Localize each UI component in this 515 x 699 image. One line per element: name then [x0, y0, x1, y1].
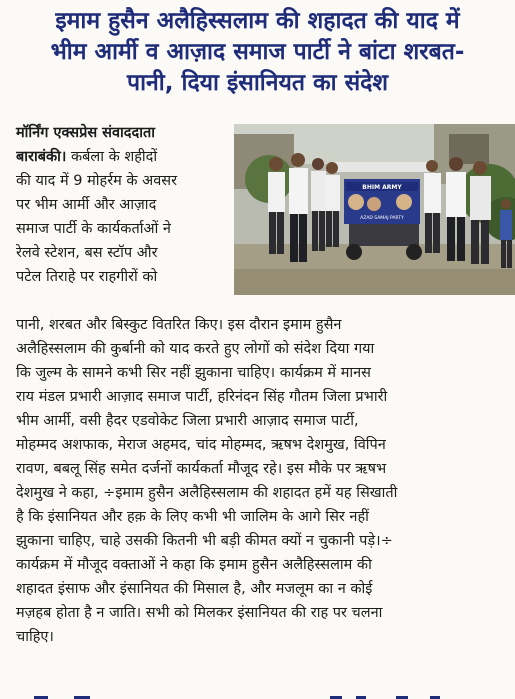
photo-scene — [234, 124, 515, 295]
banner-text-2: AZAD SAMAJ PARTY — [360, 216, 404, 221]
article-line: रेलवे स्टेशन, बस स्टॉप और — [16, 245, 158, 261]
article-line: पटेल तिराहे पर राहगीरों को — [16, 269, 158, 285]
news-photo — [234, 124, 515, 295]
article-line: समाज पार्टी के कार्यकर्ताओं ने — [16, 221, 171, 237]
byline: मॉर्निंग एक्सप्रेस संवाददाता — [16, 125, 155, 141]
article-line: है कि इंसानियत और हक़ के लिए कभी भी जालिम के आगे सिर नहीं — [16, 509, 369, 525]
article-line: शहादत इंसाफ और इंसानियत की मिसाल है, और मजलूम का न कोई — [16, 581, 373, 597]
article-line: की याद में 9 मोहर्रम के अवसर — [16, 173, 178, 189]
article-line: पानी, शरबत और बिस्कुट वितरित किए। इस दौरान इमाम हुसैन — [16, 317, 342, 333]
cutoff-glyphs — [0, 690, 515, 699]
headline — [0, 0, 515, 99]
article-line: बाराबंकी। कर्बला के शहीदों — [16, 149, 158, 165]
headline-line-1: इमाम हुसैन अलैहिस्सलाम की शहादत की याद में — [55, 8, 460, 34]
article-line: झुकाना चाहिए, चाहे उसकी कितनी भी बड़ी कीमत क्यों न चुकानी पड़े।÷ — [16, 533, 393, 549]
cart-canopy — [334, 162, 432, 172]
article-line: रावण, बबलू सिंह समेत दर्जनों कार्यकर्ता मौजूद रहे। इस मौके पर ऋषभ — [16, 461, 387, 477]
article-line: कार्यक्रम में मौजूद वक्ताओं ने कहा कि इमाम हुसैन अलैहिस्सलाम की — [16, 557, 372, 573]
article-line: अलैहिस्सलाम की कुर्बानी को याद करते हुए लोगों को संदेश दिया गया — [16, 341, 375, 357]
article-line: कि जुल्म के सामने कभी सिर नहीं झुकाना चाहिए। कार्यक्रम में मानस — [16, 365, 371, 381]
dateline: बाराबंकी। — [16, 149, 67, 165]
article-narrow-column — [16, 145, 230, 289]
headline-line-2: भीम आर्मी व आज़ाद समाज पार्टी ने बांटा शरबत- — [50, 39, 465, 65]
article-line: पर भीम आर्मी और आज़ाद — [16, 197, 157, 213]
article-line: चाहिए। — [16, 629, 54, 645]
banner-text-1: BHIM ARMY — [362, 184, 402, 191]
article-line: मोहम्मद अशफाक, मेराज अहमद, चांद मोहम्मद, ऋषभ देशमुख, विपिन — [16, 437, 386, 453]
article-wide-column — [16, 313, 504, 649]
article-line: भीम आर्मी, वसी हैदर एडवोकेट जिला प्रभारी आज़ाद समाज पार्टी, — [16, 413, 359, 429]
next-article-cutoff — [0, 687, 515, 699]
headline-line-3: पानी, दिया इंसानियत का संदेश — [127, 70, 388, 96]
article-line: मज़हब होता है न जाति। सभी को मिलकर इंसानियत की राह पर चलना — [16, 605, 383, 621]
article-line: राय मंडल प्रभारी आज़ाद समाज पार्टी, हरिनंदन सिंह गौतम जिला प्रभारी — [16, 389, 388, 405]
article-line: देशमुख ने कहा, ÷इमाम हुसैन अलैहिस्सलाम की शहादत हमें यह सिखाती — [16, 485, 398, 501]
